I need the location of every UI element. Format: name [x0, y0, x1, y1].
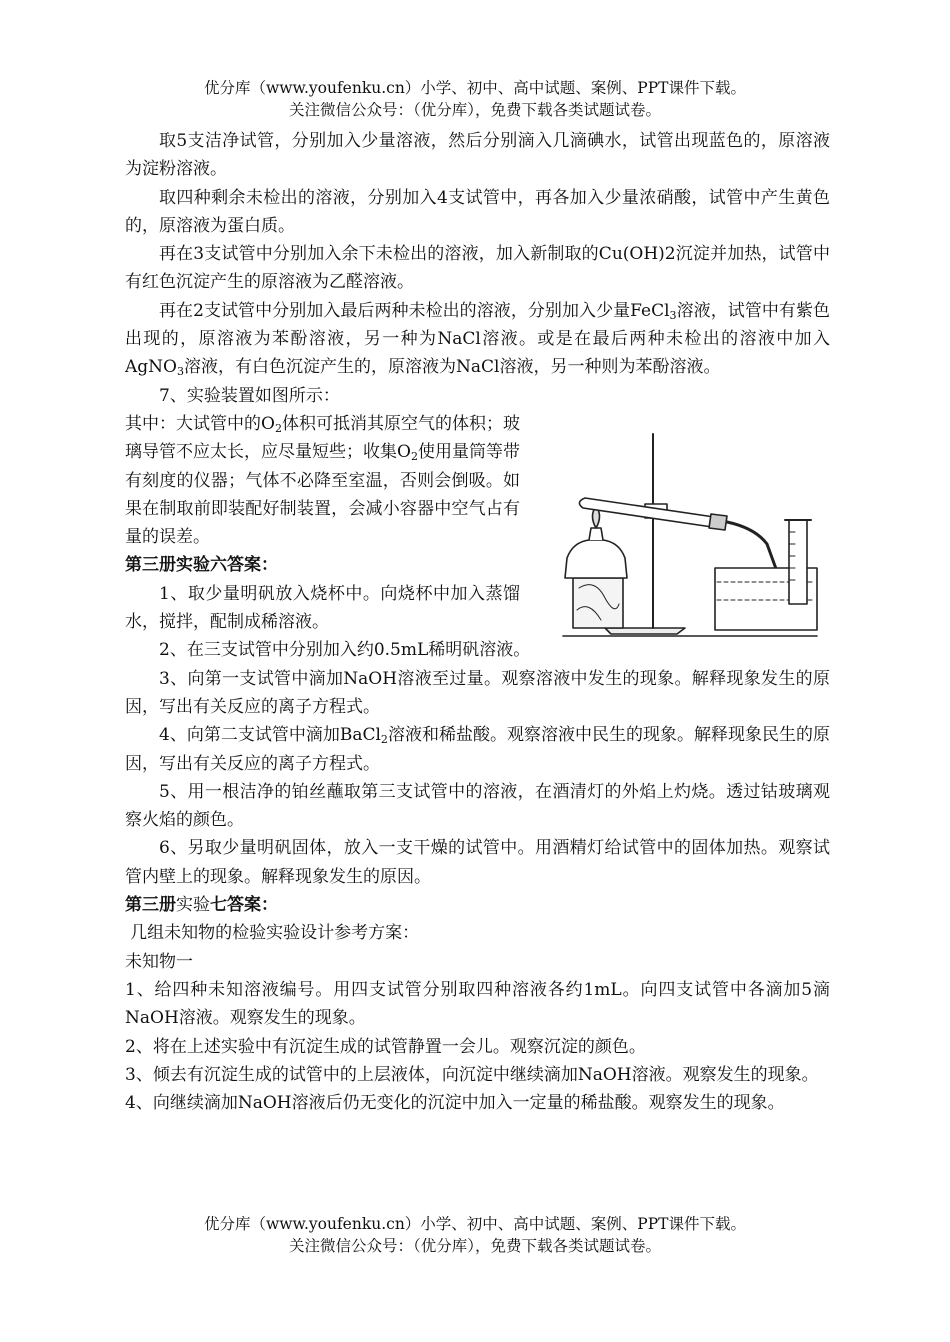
unknown-step-2: 2、将在上述实验中有沉淀生成的试管静置一会儿。观察沉淀的颜色。: [125, 1036, 646, 1057]
section-heading-experiment-6: 第三册实验六答案：: [125, 555, 278, 576]
header-line-1: 优分库（www.youfenku.cn）小学、初中、高中试题、案例、PPT课件下载。: [203, 79, 747, 97]
unknown-step-4: 4、向继续滴加NaOH溶液后仍无变化的沉淀中加入一定量的稀盐酸。观察发生的现象。: [125, 1093, 785, 1114]
design-intro: 几组未知物的检验实验设计参考方案：: [130, 923, 420, 944]
alcohol-lamp: [565, 540, 627, 578]
step-3-alum: 3、向第一支试管中滴加NaOH溶液至过量。观察溶液中发生的现象。解释现象发生的原因，写出有关反应的离子方程式。: [125, 668, 830, 717]
unknown-1-heading: 未知物一: [125, 951, 193, 972]
page-footer: [0, 1213, 950, 1257]
wood-block: [573, 578, 623, 628]
footer-line-2: 关注微信公众号：（优分库），免费下载各类试题试卷。: [288, 1237, 661, 1255]
paragraph-phenol-test: 再在2支试管中分别加入最后两种未检出的溶液，分别加入少量FeCl$_3$溶液，试管中有紫色出现的，原溶液为苯酚溶液，另一种为NaCl溶液。或是在最后两种未检出的溶液中加入AgNO$_3$溶液，有白色沉淀产生的，原溶液为NaCl溶液，另一种则为苯酚溶液。: [125, 300, 831, 379]
stopper: [709, 514, 727, 530]
apparatus-figure: [545, 428, 830, 643]
footer-line-1: 优分库（www.youfenku.cn）小学、初中、高中试题、案例、PPT课件下载。: [203, 1215, 747, 1233]
graduated-cylinder: [789, 520, 807, 604]
header-line-2: 关注微信公众号：（优分库），免费下载各类试题试卷。: [288, 101, 661, 119]
test-tube: [579, 498, 721, 528]
paragraph-apparatus-notes: 其中：大试管中的$O_2$体积可抵消其原空气的体积；玻璃导管不应太长，应尽量短些；收集$O_2$使用量筒等带有刻度的仪器；气体不必降至室温，否则会倒吸。如果在制取前即装配好制装置，会减小容器中空气占有量的误差。: [125, 413, 521, 548]
step-4-alum: 4、向第二支试管中滴加BaCl$_2$溶液和稀盐酸。观察溶液中民生的现象。解释现象民生的原因，写出有关反应的离子方程式。: [125, 725, 831, 774]
step-1-alum: 1、取少量明矾放入烧杯中。向烧杯中加入蒸馏水，搅拌，配制成稀溶液。: [125, 583, 520, 633]
stand-base: [605, 628, 685, 634]
paragraph-protein-test: 取四种剩余未检出的溶液，分别加入4支试管中，再各加入少量浓硝酸，试管中产生黄色的，原溶液为蛋白质。: [125, 187, 830, 236]
section-heading-experiment-7: 第三册实验七答案：: [125, 895, 278, 916]
paragraph-apparatus-intro: 7、实验装置如图所示：: [159, 385, 340, 406]
step-5-alum: 5、用一根洁净的铂丝蘸取第三支试管中的溶液，在酒清灯的外焰上灼烧。透过钴玻璃观察火焰的颜色。: [125, 781, 830, 831]
page-header: [0, 77, 950, 121]
paragraph-starch-test: 取5支洁净试管，分别加入少量溶液，然后分别滴入几滴碘水，试管出现蓝色的，原溶液为淀粉溶液。: [125, 131, 830, 180]
paragraph-aldehyde-test: 再在3支试管中分别加入余下未检出的溶液，加入新制取的Cu(OH)2沉淀并加热，试管中有红色沉淀产生的原溶液为乙醛溶液。: [125, 244, 830, 293]
unknown-step-1: 1、给四种未知溶液编号。用四支试管分别取四种溶液各约1mL。向四支试管中各滴加5滴NaOH溶液。观察发生的现象。: [125, 979, 830, 1029]
unknown-step-3: 3、倾去有沉淀生成的试管中的上层液体，向沉淀中继续滴加NaOH溶液。观察发生的现象。: [125, 1064, 819, 1085]
step-6-alum: 6、另取少量明矾固体，放入一支干燥的试管中。用酒精灯给试管中的固体加热。观察试管内壁上的现象。解释现象发生的原因。: [125, 838, 830, 887]
step-2-alum: 2、在三支试管中分别加入约0.5mL稀明矾溶液。: [159, 640, 531, 661]
